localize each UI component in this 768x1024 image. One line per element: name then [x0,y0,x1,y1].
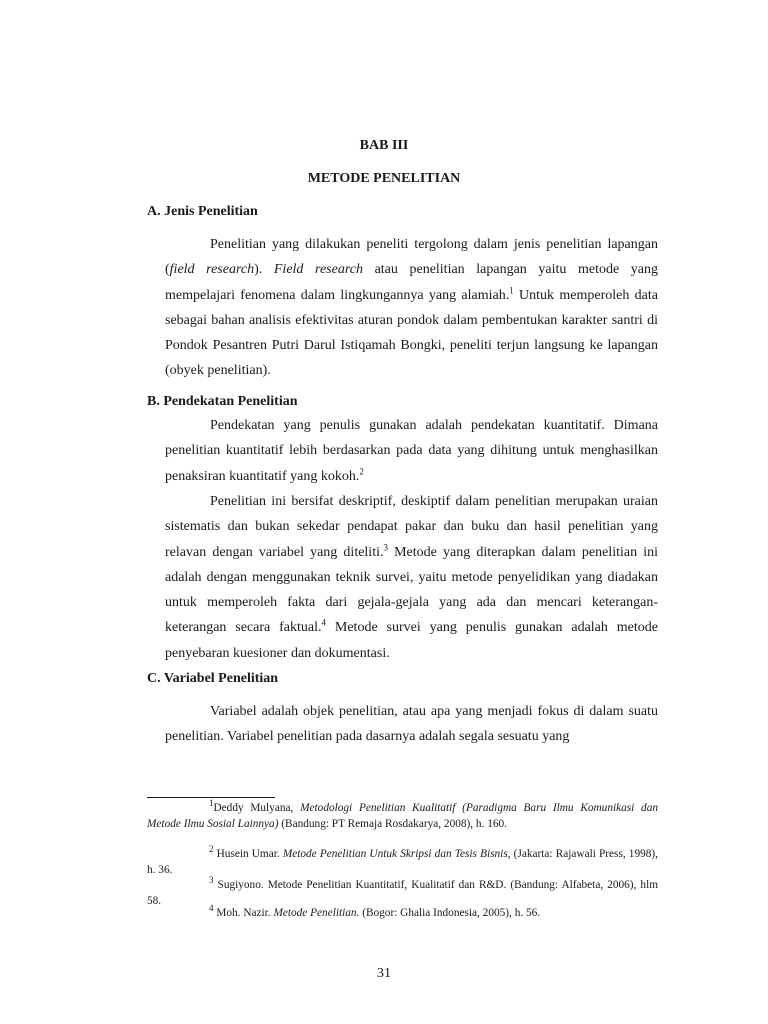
paragraph-pendekatan-2 [165,489,658,666]
section-heading-c: C. Variabel Penelitian [147,671,279,686]
footnote-italic: Metodologi Penelitian Kualitatif (Paradigma Baru Ilmu Komunikasi dan Metode Ilmu Sosial Lainnya) [147,802,658,830]
footnote-italic: Metode Penelitian Untuk Skripsi dan Tesis Bisnis [282,848,508,860]
footnote-number: 4 [209,903,214,914]
footnote-text: Moh. Nazir. [213,907,274,919]
section-heading-b: B. Pendekatan Penelitian [147,394,298,409]
footnote-1 [147,798,658,832]
italic-term: field research [169,262,255,278]
italic-term: Field research [273,262,363,278]
footnote-number: 2 [209,844,214,855]
footnote-2 [147,844,658,878]
page-number: 31 [377,966,391,981]
paragraph-variabel [165,699,658,750]
footnote-ref: 2 [359,465,364,476]
chapter-number: BAB III [359,138,409,153]
section-heading-a: A. Jenis Penelitian [147,204,258,219]
paragraph-text: atau penelitian lapangan yaitu metode yang mempelajari fenomena dalam lingkungannya yang alamiah. [165,262,658,303]
paragraph-text: Penelitian ini bersifat deskriptif, deskiptif dalam penelitian merupakan uraian sistematis dan bukan sekedar pendapat pakar dan buku dan hasil penelitian yang relavan dengan variabel yang diteliti. [165,494,658,560]
footnote-3 [147,875,658,909]
footnote-text: , (Jakarta: Rajawali Press, 1998), h. 36. [147,848,658,876]
footnote-text: Husein Umar. [213,848,283,860]
footnote-4 [147,903,658,922]
paragraph-text: Untuk memperoleh data sebagai bahan analisis efektivitas aturan pondok dalam pembentukan karakter santri di Pondok Pesantren Putri Darul Istiqamah Bongki, peneliti terjun langsung ke lapangan (obyek penelitian). [165,287,658,379]
footnote-text: (Bogor: Ghalia Indonesia, 2005), h. 56. [359,907,541,919]
paragraph-pendekatan-1 [165,413,658,489]
footnote-text: Deddy Mulyana, [213,802,301,814]
footnote-ref: 4 [321,617,327,628]
footnote-text: Sugiyono. Metode Penelitian Kuantitatif, Kualitatif dan R&D. (Bandung: Alfabeta, 2006), hlm 58. [147,879,658,907]
footnote-number: 3 [209,875,214,886]
footnote-text: (Bandung: PT Remaja Rosdakarya, 2008), h. 160. [278,817,507,830]
footnote-italic: Metode Penelitian. [273,907,360,919]
footnote-ref: 3 [383,541,388,552]
footnote-ref: 1 [509,284,514,295]
paragraph-text: Metode yang diterapkan dalam penelitian ini adalah dengan menggunakan teknik survei, yaitu metode penyelidikan yang diadakan untuk memperoleh fakta dari gejala-gejala yang ada dan mencari keterangan-keterangan secara faktual. [165,544,658,636]
chapter-title: METODE PENELITIAN [307,171,461,186]
paragraph-text: Pendekatan yang penulis gunakan adalah pendekatan kuantitatif. Dimana penelitian kuantitatif lebih berdasarkan pada data yang dihitung untuk menghasilkan penaksiran kuantitatif yang kokoh. [165,418,658,484]
paragraph-text: Penelitian yang dilakukan peneliti tergolong dalam jenis penelitian lapangan ( [165,237,658,278]
paragraph-jenis-penelitian [165,232,658,384]
paragraph-text: Metode survei yang penulis gunakan adalah metode penyebaran kuesioner dan dokumentasi. [165,620,658,661]
footnote-number: 1 [209,798,214,809]
paragraph-text: Variabel adalah objek penelitian, atau apa yang menjadi fokus di dalam suatu penelitian. Variabel penelitian pada dasarnya adalah segala sesuatu yang [165,704,658,745]
paragraph-text: ). [254,262,274,278]
